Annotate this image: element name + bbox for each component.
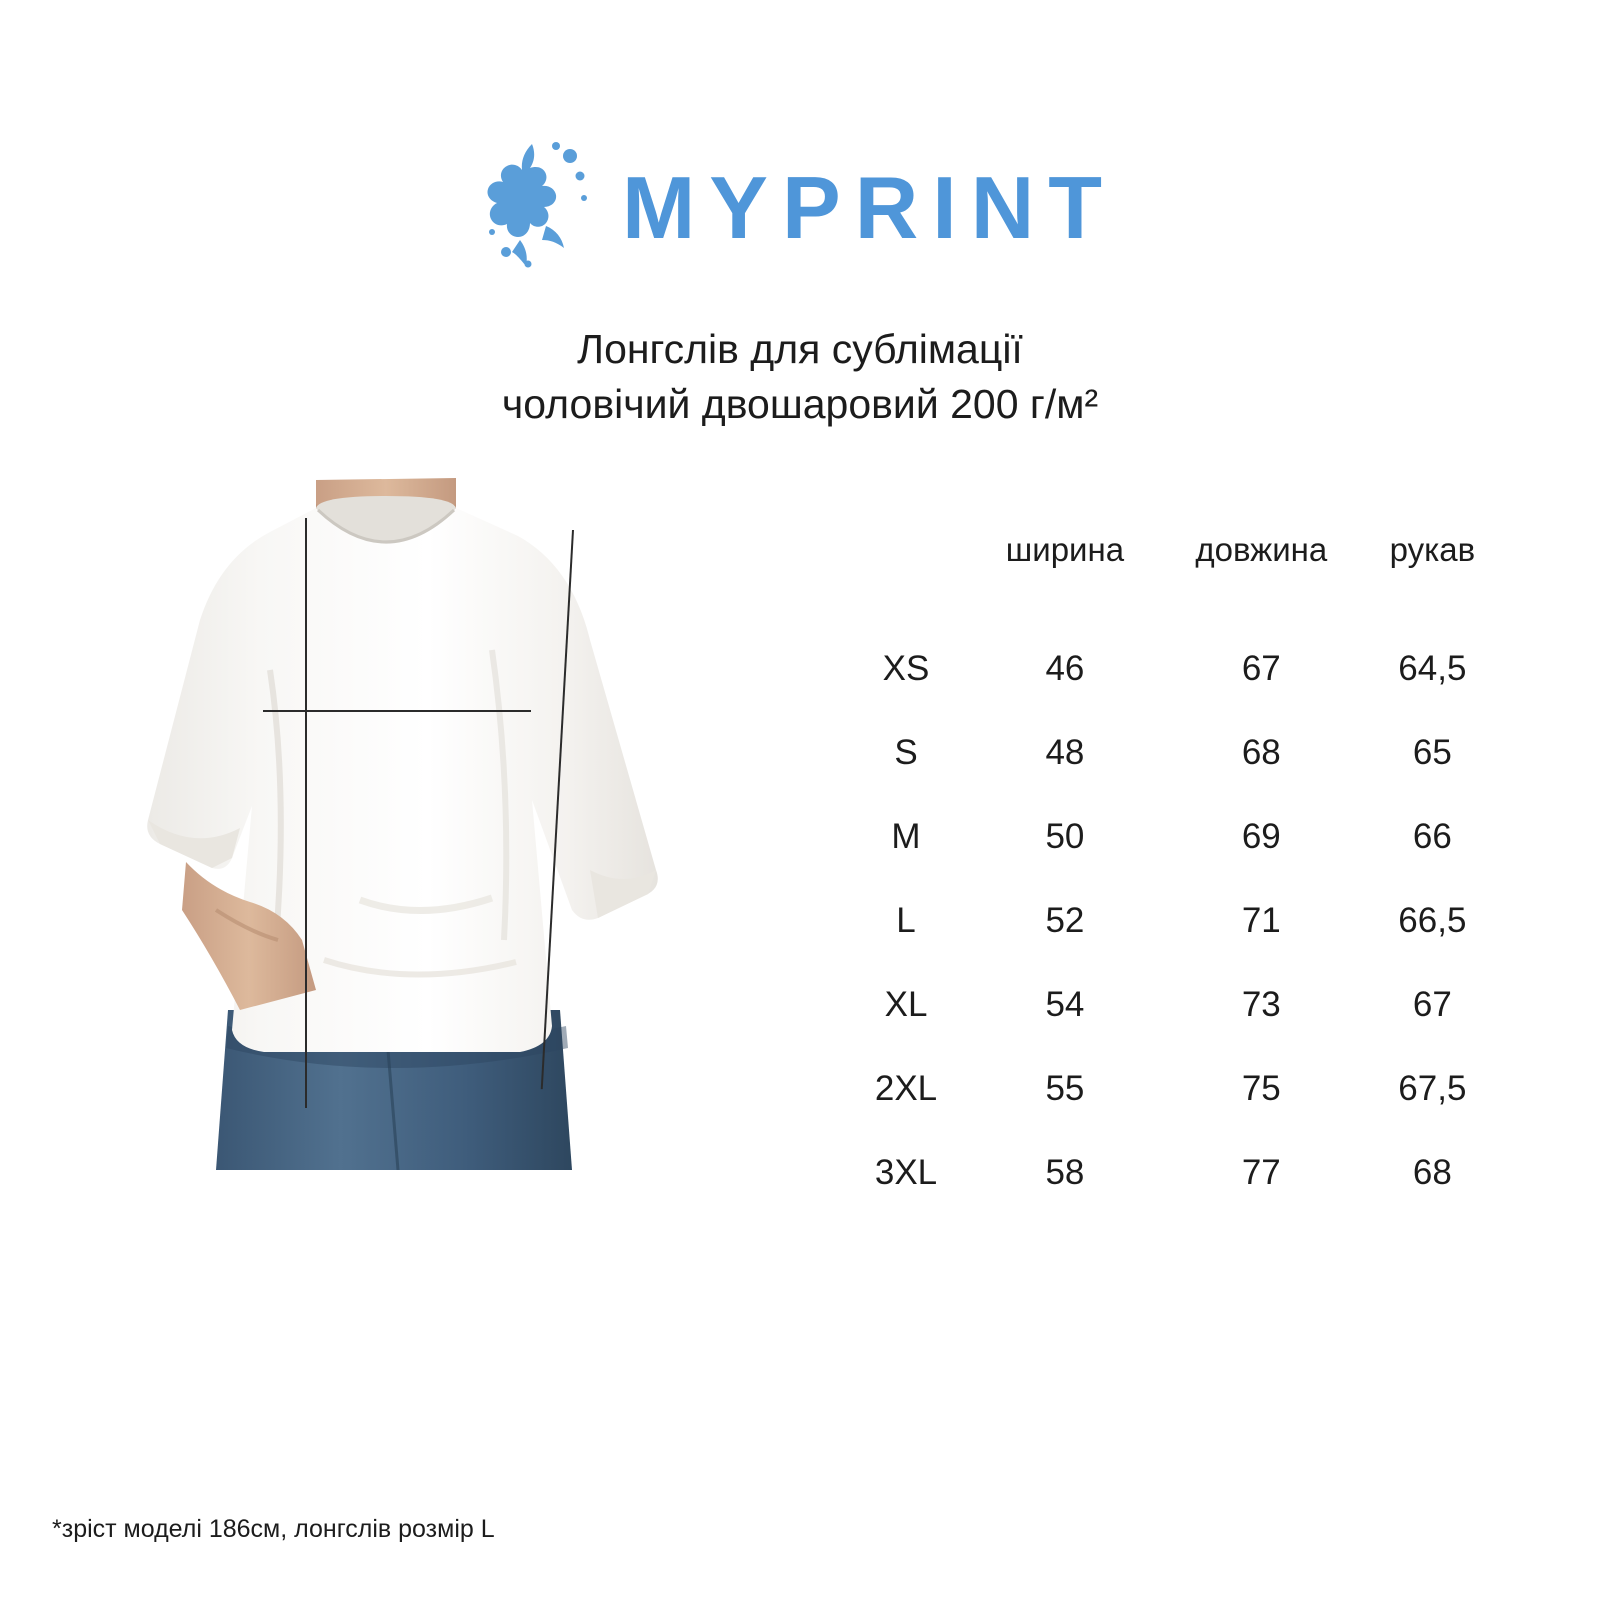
cell-sleeve: 66,5: [1398, 901, 1467, 940]
table-row: [840, 1131, 1500, 1215]
table-row: [840, 1047, 1500, 1131]
column-header-length: довжина: [1195, 531, 1328, 568]
cell-length: 77: [1241, 1153, 1281, 1192]
cell-length: 75: [1241, 1069, 1281, 1108]
table-header-row: [840, 530, 1500, 627]
cell-size: XS: [882, 649, 930, 688]
cell-length: 69: [1241, 817, 1281, 856]
table-row: [840, 795, 1500, 879]
column-header-width: ширина: [1005, 531, 1125, 568]
cell-width: 46: [1045, 649, 1085, 688]
table-row: [840, 963, 1500, 1047]
width-guide-line: [263, 710, 531, 712]
paint-splash-icon: [484, 140, 594, 275]
brand-name: MYPRINT: [622, 157, 1116, 257]
table-row: [840, 711, 1500, 795]
footnote: *зріст моделі 186см, лонгслів розмір L: [52, 1515, 495, 1543]
cell-length: 73: [1241, 985, 1281, 1024]
cell-length: 67: [1241, 649, 1281, 688]
cell-sleeve: 66: [1412, 817, 1452, 856]
cell-size: 2XL: [874, 1069, 938, 1108]
table-row: [840, 627, 1500, 711]
length-guide-line: [305, 518, 307, 1108]
brand-header: [0, 140, 1600, 275]
cell-width: 50: [1045, 817, 1085, 856]
cell-width: 58: [1045, 1153, 1085, 1192]
cell-width: 52: [1045, 901, 1085, 940]
table-row: [840, 879, 1500, 963]
cell-sleeve: 67: [1412, 985, 1452, 1024]
cell-size: M: [891, 817, 921, 856]
cell-width: 55: [1045, 1069, 1085, 1108]
page-title: [0, 322, 1600, 433]
cell-size: S: [894, 733, 918, 772]
cell-width: 54: [1045, 985, 1085, 1024]
column-header-size: [840, 530, 972, 627]
title-line-2: чоловічий двошаровий 200 г/м²: [501, 381, 1099, 428]
cell-length: 68: [1241, 733, 1281, 772]
cell-sleeve: 68: [1412, 1153, 1452, 1192]
cell-length: 71: [1241, 901, 1281, 940]
cell-sleeve: 67,5: [1398, 1069, 1467, 1108]
product-photo: [120, 470, 680, 1170]
cell-width: 48: [1045, 733, 1085, 772]
cell-size: L: [896, 901, 916, 940]
model-photo-illustration: [120, 470, 680, 1170]
cell-sleeve: 65: [1412, 733, 1452, 772]
column-header-sleeve: рукав: [1389, 531, 1476, 568]
cell-size: 3XL: [874, 1153, 938, 1192]
title-line-1: Лонгслів для сублімації: [577, 326, 1023, 372]
size-chart-table: [840, 530, 1500, 1215]
cell-size: XL: [884, 985, 928, 1024]
cell-sleeve: 64,5: [1398, 649, 1467, 688]
